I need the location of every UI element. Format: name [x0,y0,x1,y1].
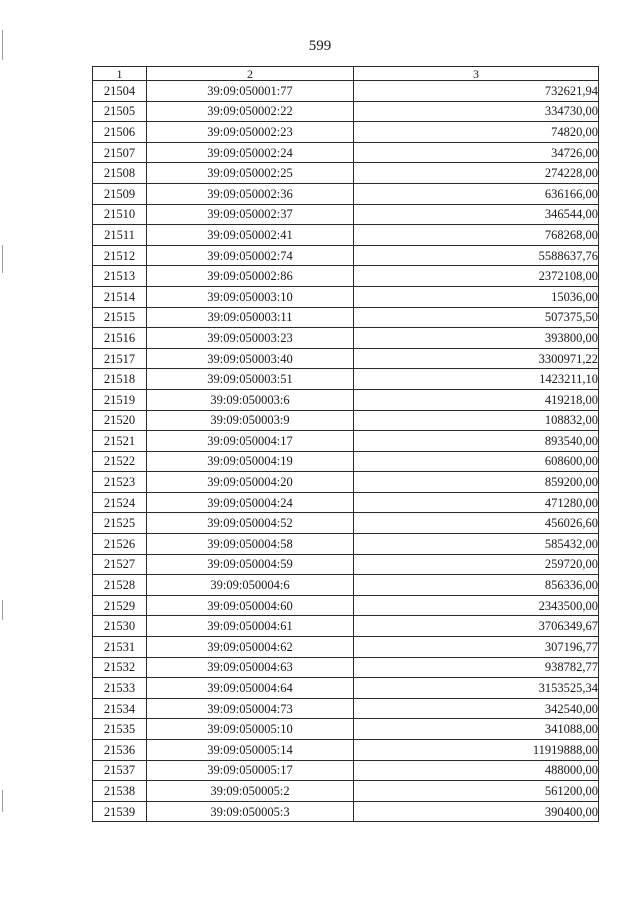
record-number-cell: 21512 [93,245,147,266]
cadastral-value-cell: 585432,00 [354,534,599,555]
cadastral-value-table [92,66,599,822]
cadastral-number-cell: 39:09:050004:6 [147,575,354,596]
cadastral-value-cell: 768268,00 [354,225,599,246]
record-number-cell: 21539 [93,801,147,822]
table-row [93,678,599,699]
cadastral-value-cell: 938782,77 [354,657,599,678]
record-number-cell: 21517 [93,348,147,369]
cadastral-value-cell: 259720,00 [354,554,599,575]
record-number-cell: 21535 [93,719,147,740]
table-row [93,616,599,637]
record-number-cell: 21531 [93,637,147,658]
cadastral-number-cell: 39:09:050003:51 [147,369,354,390]
table-row [93,513,599,534]
cadastral-number-cell: 39:09:050003:40 [147,348,354,369]
cadastral-value-cell: 419218,00 [354,389,599,410]
record-number-cell: 21525 [93,513,147,534]
record-number-cell: 21524 [93,492,147,513]
table-row [93,286,599,307]
table-row [93,657,599,678]
cadastral-value-cell: 456026,60 [354,513,599,534]
cadastral-value-cell: 15036,00 [354,286,599,307]
cadastral-number-cell: 39:09:050004:59 [147,554,354,575]
table-body [93,81,599,822]
cadastral-value-cell: 108832,00 [354,410,599,431]
scan-edge-mark [2,245,3,273]
cadastral-value-cell: 636166,00 [354,183,599,204]
record-number-cell: 21538 [93,781,147,802]
record-number-cell: 21532 [93,657,147,678]
table-row [93,554,599,575]
cadastral-number-cell: 39:09:050002:23 [147,122,354,143]
record-number-cell: 21504 [93,81,147,102]
table-row [93,431,599,452]
table-row [93,595,599,616]
record-number-cell: 21516 [93,328,147,349]
cadastral-number-cell: 39:09:050005:17 [147,760,354,781]
scan-edge-mark [2,30,3,60]
cadastral-number-cell: 39:09:050004:61 [147,616,354,637]
cadastral-number-cell: 39:09:050004:19 [147,451,354,472]
cadastral-value-cell: 3153525,34 [354,678,599,699]
record-number-cell: 21526 [93,534,147,555]
cadastral-number-cell: 39:09:050001:77 [147,81,354,102]
cadastral-number-cell: 39:09:050004:24 [147,492,354,513]
table-row [93,410,599,431]
cadastral-value-cell: 274228,00 [354,163,599,184]
column-header-2: 2 [147,67,354,81]
scan-edge-mark [2,600,3,620]
table-row [93,225,599,246]
table-row [93,801,599,822]
cadastral-number-cell: 39:09:050002:41 [147,225,354,246]
table-row [93,348,599,369]
table-row [93,245,599,266]
table-row [93,81,599,102]
table-row [93,534,599,555]
table-row [93,472,599,493]
cadastral-number-cell: 39:09:050002:86 [147,266,354,287]
table-row [93,740,599,761]
cadastral-value-cell: 488000,00 [354,760,599,781]
table-row [93,307,599,328]
record-number-cell: 21529 [93,595,147,616]
cadastral-value-cell: 561200,00 [354,781,599,802]
cadastral-value-cell: 1423211,10 [354,369,599,390]
cadastral-value-cell: 2372108,00 [354,266,599,287]
cadastral-number-cell: 39:09:050003:9 [147,410,354,431]
cadastral-number-cell: 39:09:050004:62 [147,637,354,658]
record-number-cell: 21527 [93,554,147,575]
table-row [93,698,599,719]
table-row [93,369,599,390]
table-row [93,389,599,410]
cadastral-value-cell: 390400,00 [354,801,599,822]
record-number-cell: 21528 [93,575,147,596]
record-number-cell: 21511 [93,225,147,246]
table-row [93,266,599,287]
table-row [93,101,599,122]
cadastral-value-cell: 74820,00 [354,122,599,143]
column-header-1: 1 [93,67,147,81]
cadastral-number-cell: 39:09:050004:63 [147,657,354,678]
record-number-cell: 21523 [93,472,147,493]
record-number-cell: 21506 [93,122,147,143]
cadastral-value-cell: 859200,00 [354,472,599,493]
cadastral-number-cell: 39:09:050004:73 [147,698,354,719]
cadastral-number-cell: 39:09:050004:58 [147,534,354,555]
cadastral-number-cell: 39:09:050005:10 [147,719,354,740]
record-number-cell: 21520 [93,410,147,431]
cadastral-number-cell: 39:09:050002:25 [147,163,354,184]
cadastral-value-cell: 342540,00 [354,698,599,719]
cadastral-value-cell: 856336,00 [354,575,599,596]
cadastral-number-cell: 39:09:050003:23 [147,328,354,349]
table-row [93,204,599,225]
cadastral-number-cell: 39:09:050003:11 [147,307,354,328]
record-number-cell: 21534 [93,698,147,719]
cadastral-number-cell: 39:09:050004:64 [147,678,354,699]
cadastral-value-cell: 5588637,76 [354,245,599,266]
table-row [93,142,599,163]
table-row [93,781,599,802]
column-header-3: 3 [354,67,599,81]
cadastral-value-cell: 341088,00 [354,719,599,740]
cadastral-value-cell: 307196,77 [354,637,599,658]
record-number-cell: 21518 [93,369,147,390]
cadastral-value-cell: 11919888,00 [354,740,599,761]
cadastral-number-cell: 39:09:050005:2 [147,781,354,802]
record-number-cell: 21514 [93,286,147,307]
record-number-cell: 21515 [93,307,147,328]
cadastral-number-cell: 39:09:050005:3 [147,801,354,822]
table-row [93,719,599,740]
cadastral-value-cell: 893540,00 [354,431,599,452]
cadastral-value-cell: 34726,00 [354,142,599,163]
cadastral-value-cell: 608600,00 [354,451,599,472]
cadastral-number-cell: 39:09:050002:37 [147,204,354,225]
cadastral-number-cell: 39:09:050003:10 [147,286,354,307]
cadastral-number-cell: 39:09:050004:60 [147,595,354,616]
column-number-row [93,67,599,81]
table-row [93,492,599,513]
table-row [93,637,599,658]
cadastral-value-cell: 346544,00 [354,204,599,225]
record-number-cell: 21509 [93,183,147,204]
table-row [93,183,599,204]
record-number-cell: 21513 [93,266,147,287]
cadastral-value-cell: 3300971,22 [354,348,599,369]
cadastral-number-cell: 39:09:050002:22 [147,101,354,122]
scan-edge-mark [2,790,3,812]
record-number-cell: 21522 [93,451,147,472]
cadastral-value-cell: 2343500,00 [354,595,599,616]
record-number-cell: 21519 [93,389,147,410]
cadastral-number-cell: 39:09:050004:52 [147,513,354,534]
table-row [93,122,599,143]
record-number-cell: 21533 [93,678,147,699]
cadastral-value-cell: 507375,50 [354,307,599,328]
page-number: 599 [308,38,332,54]
record-number-cell: 21508 [93,163,147,184]
table-row [93,575,599,596]
table-row [93,451,599,472]
record-number-cell: 21536 [93,740,147,761]
cadastral-number-cell: 39:09:050002:24 [147,142,354,163]
cadastral-number-cell: 39:09:050002:74 [147,245,354,266]
record-number-cell: 21507 [93,142,147,163]
table-row [93,163,599,184]
cadastral-number-cell: 39:09:050004:20 [147,472,354,493]
cadastral-number-cell: 39:09:050003:6 [147,389,354,410]
cadastral-number-cell: 39:09:050004:17 [147,431,354,452]
cadastral-value-cell: 334730,00 [354,101,599,122]
cadastral-value-cell: 393800,00 [354,328,599,349]
record-number-cell: 21510 [93,204,147,225]
record-number-cell: 21521 [93,431,147,452]
cadastral-number-cell: 39:09:050005:14 [147,740,354,761]
cadastral-value-cell: 3706349,67 [354,616,599,637]
cadastral-number-cell: 39:09:050002:36 [147,183,354,204]
record-number-cell: 21505 [93,101,147,122]
cadastral-value-cell: 471280,00 [354,492,599,513]
table-row [93,328,599,349]
table-row [93,760,599,781]
record-number-cell: 21537 [93,760,147,781]
record-number-cell: 21530 [93,616,147,637]
cadastral-value-cell: 732621,94 [354,81,599,102]
